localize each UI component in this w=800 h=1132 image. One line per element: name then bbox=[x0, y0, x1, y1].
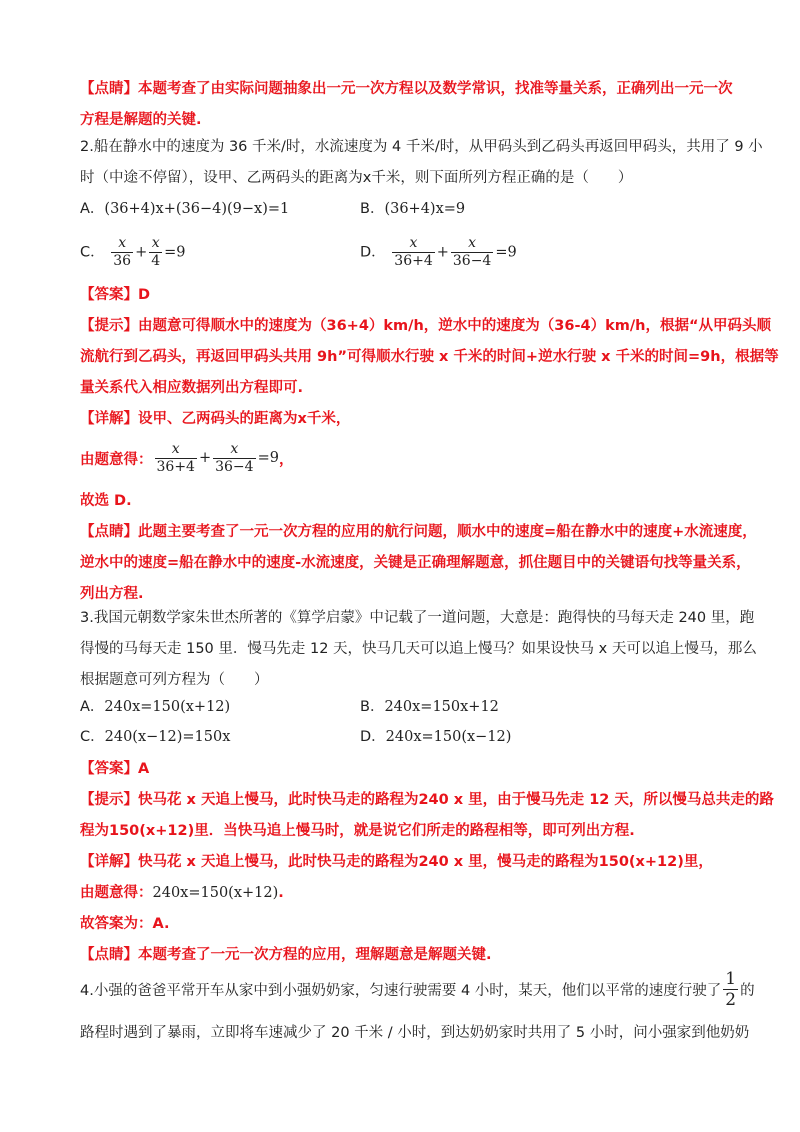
fraction: $\frac{x}{36+4}$ bbox=[394, 234, 433, 269]
remark-text: 本题考查了由实际问题抽象出一元一次方程以及数学常识，找准等量关系，正确列出一元一次 bbox=[138, 81, 733, 97]
hint-line: 【提示】由题意可得顺水中的速度为（36+4）km/h，逆水中的速度为（36-4）km/h，根据“从甲码头顺 bbox=[80, 318, 771, 334]
option-a[interactable]: A．(36+4)x+(36−4)(9−x)=1 bbox=[80, 201, 290, 217]
option-b[interactable]: B．(36+4)x=9 bbox=[360, 201, 466, 217]
fraction: $\frac{x}{36+4}$ bbox=[156, 440, 195, 475]
question-4 bbox=[80, 968, 755, 1046]
question-stem: 时（中途不停留），设甲、乙两码头的距离为x千米，则下面所列方程正确的是（ ） bbox=[80, 170, 633, 186]
remark-line: 【点睛】此题主要考查了一元一次方程的应用的航行问题，顺水中的速度=船在静水中的速度+水流速度， bbox=[80, 524, 757, 540]
remark-line: 逆水中的速度=船在静水中的速度-水流速度，关键是正确理解题意，抓住题目中的关键语句找等量关系， bbox=[80, 555, 751, 571]
q2-options-cd bbox=[80, 232, 722, 272]
hint-line: 量关系代入相应数据列出方程即可. bbox=[80, 380, 304, 396]
detail-equation: 由题意得： $\frac{x}{36+4}$ + $\frac{x}{36-4}$ =9 ， bbox=[80, 440, 294, 475]
question-stem: 3.我国元朝数学家朱世杰所著的《算学启蒙》中记载了一道问题，大意是：跑得快的马每天走 240 里，跑 bbox=[80, 610, 755, 626]
q2-solution bbox=[80, 282, 779, 607]
option-c[interactable]: C．240(x−12)=150x bbox=[80, 729, 231, 745]
choose-line: 故答案为：A. bbox=[80, 916, 170, 932]
remark-text: 方程是解题的关键. bbox=[80, 112, 202, 128]
q3-solution bbox=[80, 756, 774, 968]
q2-options-ab bbox=[80, 196, 722, 222]
answer-value: D bbox=[138, 287, 151, 303]
answer-line: 【答案】A bbox=[80, 761, 150, 777]
question-2 bbox=[80, 134, 763, 191]
option-d[interactable]: D．240x=150(x−12) bbox=[360, 729, 512, 745]
fraction: $\frac{x}{36-4}$ bbox=[215, 440, 254, 475]
hint-line: 程为150(x+12)里．当快马追上慢马时，就是说它们所走的路程相等，即可列出方程. bbox=[80, 823, 635, 839]
detail-equation: 由题意得：240x=150(x+12). bbox=[80, 885, 284, 901]
question-stem: 根据题意可列方程为（ ） bbox=[80, 672, 269, 688]
choose-line: 故选 D. bbox=[80, 493, 132, 509]
option-b-math: (36+4)x=9 bbox=[384, 201, 466, 217]
question-stem: 2.船在静水中的速度为 36 千米/时，水流速度为 4 千米/时，从甲码头到乙码头再返回甲码头，共用了 9 小 bbox=[80, 139, 763, 155]
fraction: $\frac{x}{36}$ bbox=[113, 234, 132, 269]
question-3 bbox=[80, 605, 757, 693]
question-stem: 4.小强的爸爸平常开车从家中到小强奶奶家，匀速行驶需要 4 小时，某天，他们以平常的速度行驶了 $\frac{1}{2}$ 的 bbox=[80, 968, 755, 1010]
fraction: $\frac{x}{36-4}$ bbox=[452, 234, 492, 269]
answer-value: A bbox=[138, 761, 150, 777]
hint-line: 流航行到乙码头，再返回甲码头共用 9h”可得顺水行驶 x 千米的时间+逆水行驶 x 千米的时间=9h，根据等 bbox=[80, 349, 779, 365]
hint-line: 【提示】快马花 x 天追上慢马，此时快马走的路程为240 x 里，由于慢马先走 12 天，所以慢马总共走的路 bbox=[80, 792, 774, 808]
option-c[interactable]: C． $\frac{x}{36}$ + $\frac{x}{4}$ =9 bbox=[80, 234, 186, 269]
remark-line: 列出方程. bbox=[80, 586, 144, 602]
q1-remark bbox=[80, 76, 733, 133]
fraction: $\frac{1}{2}$ bbox=[725, 968, 737, 1010]
option-a-math: (36+4)x+(36−4)(9−x)=1 bbox=[104, 201, 290, 217]
option-a[interactable]: A．240x=150(x+12) bbox=[80, 699, 231, 715]
remark-line: 【点睛】本题考查了一元一次方程的应用，理解题意是解题关键. bbox=[80, 947, 492, 963]
option-d[interactable]: D． $\frac{x}{36+4}$ + $\frac{x}{36-4}$ =9 bbox=[360, 234, 517, 269]
detail-line: 【详解】快马花 x 天追上慢马，此时快马走的路程为240 x 里，慢马走的路程为150(x+12)里， bbox=[80, 854, 713, 870]
option-b[interactable]: B．240x=150x+12 bbox=[360, 699, 499, 715]
question-stem: 路程时遇到了暴雨，立即将车速减少了 20 千米 / 小时，到达奶奶家时共用了 5 小时，问小强家到他奶奶 bbox=[80, 1025, 750, 1041]
fraction: $\frac{x}{4}$ bbox=[151, 234, 161, 269]
question-stem: 得慢的马每天走 150 里．慢马先走 12 天，快马几天可以追上慢马？如果设快马 x 天可以追上慢马，那么 bbox=[80, 641, 757, 657]
answer-line: 【答案】D bbox=[80, 287, 151, 303]
remark-tag: 【点睛】 bbox=[80, 81, 138, 97]
q3-options bbox=[80, 694, 722, 750]
detail-line: 【详解】设甲、乙两码头的距离为x千米， bbox=[80, 411, 351, 427]
